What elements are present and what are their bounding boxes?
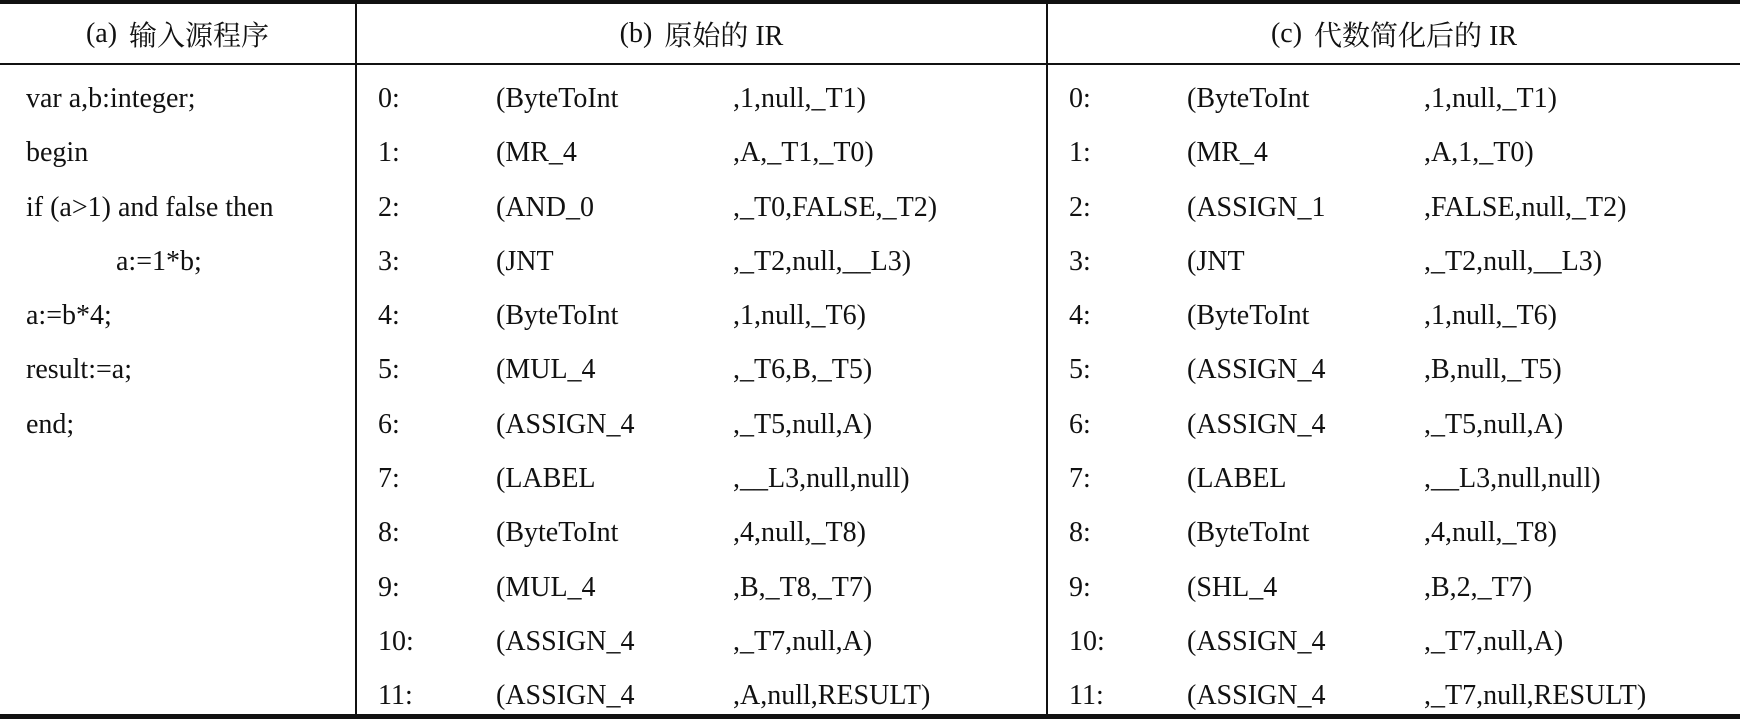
original-ir-row	[378, 617, 1038, 671]
ir-index: 3:	[1069, 245, 1091, 277]
ir-index: 8:	[1069, 517, 1091, 549]
ir-operands: ,1,null,_T1)	[733, 83, 866, 114]
header-source-program	[0, 4, 355, 63]
ir-opcode: (JNT	[1187, 245, 1245, 277]
ir-operands: ,_T5,null,A)	[1424, 408, 1564, 440]
ir-opcode: (ByteToInt	[1187, 300, 1310, 332]
original-ir-row	[378, 563, 1038, 617]
source-line: a:=b*4;	[26, 300, 112, 332]
simplified-ir-row	[1069, 74, 1734, 128]
ir-index: 4:	[1069, 300, 1091, 332]
ir-opcode: (ASSIGN_4	[496, 408, 635, 440]
ir-index: 7:	[1069, 463, 1091, 495]
header-c-title: 代数简化后的 IR	[1314, 20, 1518, 52]
column-divider-1	[355, 0, 357, 719]
ir-opcode: (ByteToInt	[496, 83, 619, 114]
ir-operands: ,FALSE,null,_T2)	[1424, 191, 1627, 223]
ir-index: 10:	[1069, 625, 1105, 657]
simplified-ir-column	[1069, 74, 1734, 726]
ir-opcode: (ASSIGN_4	[1187, 625, 1326, 657]
column-divider-2	[1046, 0, 1048, 719]
ir-operands: ,_T5,null,A)	[733, 408, 873, 440]
ir-index: 5:	[1069, 354, 1091, 386]
ir-index: 11:	[1069, 680, 1104, 712]
simplified-ir-row	[1069, 345, 1734, 399]
header-b-letter: (b)	[619, 17, 653, 49]
simplified-ir-row	[1069, 237, 1734, 291]
ir-operands: ,__L3,null,null)	[1424, 463, 1601, 495]
ir-operands: ,_T2,null,__L3)	[733, 245, 912, 277]
ir-opcode: (SHL_4	[1187, 571, 1278, 603]
original-ir-row	[378, 74, 1038, 128]
ir-opcode: (ASSIGN_4	[1187, 680, 1326, 712]
ir-operands: ,_T0,FALSE,_T2)	[733, 191, 938, 223]
source-program-column	[26, 74, 346, 454]
original-ir-row	[378, 454, 1038, 508]
simplified-ir-row	[1069, 671, 1734, 725]
ir-opcode: (ByteToInt	[496, 300, 619, 332]
header-simplified-ir	[1048, 4, 1740, 63]
ir-opcode: (ASSIGN_4	[496, 680, 635, 712]
source-line: a:=1*b;	[116, 245, 202, 277]
ir-index: 3:	[378, 245, 400, 277]
ir-index: 10:	[378, 625, 414, 657]
ir-index: 9:	[378, 571, 400, 603]
header-original-ir	[357, 4, 1046, 63]
ir-index: 2:	[1069, 191, 1091, 223]
simplified-ir-row	[1069, 183, 1734, 237]
simplified-ir-row	[1069, 617, 1734, 671]
simplified-ir-row	[1069, 291, 1734, 345]
original-ir-row	[378, 291, 1038, 345]
ir-opcode: (ByteToInt	[1187, 83, 1310, 114]
ir-operands: ,_T6,B,_T5)	[733, 354, 873, 386]
ir-operands: ,B,2,_T7)	[1424, 571, 1533, 603]
source-line: result:=a;	[26, 354, 132, 386]
ir-index: 0:	[1069, 83, 1091, 114]
original-ir-column	[378, 74, 1038, 726]
ir-index: 0:	[378, 83, 400, 114]
simplified-ir-row	[1069, 563, 1734, 617]
ir-index: 8:	[378, 517, 400, 549]
header-c-letter: (c)	[1270, 17, 1303, 49]
ir-operands: ,__L3,null,null)	[733, 463, 910, 495]
header-a-title: 输入源程序	[129, 20, 270, 52]
original-ir-row	[378, 671, 1038, 725]
ir-opcode: (AND_0	[496, 191, 594, 223]
ir-index: 6:	[378, 408, 400, 440]
source-line: var a,b:integer;	[26, 83, 196, 114]
simplified-ir-row	[1069, 128, 1734, 182]
original-ir-row	[378, 400, 1038, 454]
ir-opcode: (ByteToInt	[496, 517, 619, 549]
ir-opcode: (ASSIGN_4	[1187, 354, 1326, 386]
ir-operands: ,4,null,_T8)	[733, 517, 866, 549]
original-ir-row	[378, 128, 1038, 182]
ir-index: 4:	[378, 300, 400, 332]
ir-opcode: (MR_4	[1187, 137, 1268, 169]
source-line: begin	[26, 137, 89, 169]
source-line: end;	[26, 408, 75, 440]
ir-operands: ,B,_T8,_T7)	[733, 571, 873, 603]
ir-operands: ,_T2,null,__L3)	[1424, 245, 1603, 277]
original-ir-row	[378, 508, 1038, 562]
simplified-ir-row	[1069, 400, 1734, 454]
ir-opcode: (JNT	[496, 245, 554, 277]
ir-operands: ,_T7,null,A)	[733, 625, 873, 657]
header-b-title: 原始的 IR	[664, 20, 784, 52]
ir-index: 6:	[1069, 408, 1091, 440]
ir-operands: ,_T7,null,RESULT)	[1424, 680, 1647, 712]
ir-opcode: (LABEL	[496, 463, 596, 495]
ir-opcode: (MUL_4	[496, 571, 596, 603]
original-ir-row	[378, 345, 1038, 399]
ir-opcode: (ASSIGN_4	[496, 625, 635, 657]
ir-index: 2:	[378, 191, 400, 223]
ir-opcode: (ASSIGN_4	[1187, 408, 1326, 440]
original-ir-row	[378, 237, 1038, 291]
ir-operands: ,A,_T1,_T0)	[733, 137, 874, 169]
simplified-ir-row	[1069, 454, 1734, 508]
ir-index: 9:	[1069, 571, 1091, 603]
ir-index: 1:	[1069, 137, 1091, 169]
ir-operands: ,1,null,_T1)	[1424, 83, 1557, 114]
simplified-ir-row	[1069, 508, 1734, 562]
ir-operands: ,1,null,_T6)	[1424, 300, 1557, 332]
ir-index: 1:	[378, 137, 400, 169]
ir-opcode: (MR_4	[496, 137, 577, 169]
ir-operands: ,A,1,_T0)	[1424, 137, 1534, 169]
header-a-letter: (a)	[85, 17, 118, 49]
source-line: if (a>1) and false then	[26, 191, 274, 223]
ir-index: 11:	[378, 680, 413, 712]
original-ir-row	[378, 183, 1038, 237]
header-divider-rule	[0, 63, 1740, 65]
ir-index: 5:	[378, 354, 400, 386]
ir-operands: ,B,null,_T5)	[1424, 354, 1562, 386]
ir-opcode: (ByteToInt	[1187, 517, 1310, 549]
ir-opcode: (ASSIGN_1	[1187, 191, 1326, 223]
ir-operands: ,A,null,RESULT)	[733, 680, 931, 712]
ir-operands: ,_T7,null,A)	[1424, 625, 1564, 657]
ir-operands: ,4,null,_T8)	[1424, 517, 1557, 549]
ir-opcode: (LABEL	[1187, 463, 1287, 495]
ir-index: 7:	[378, 463, 400, 495]
ir-operands: ,1,null,_T6)	[733, 300, 866, 332]
ir-opcode: (MUL_4	[496, 354, 596, 386]
